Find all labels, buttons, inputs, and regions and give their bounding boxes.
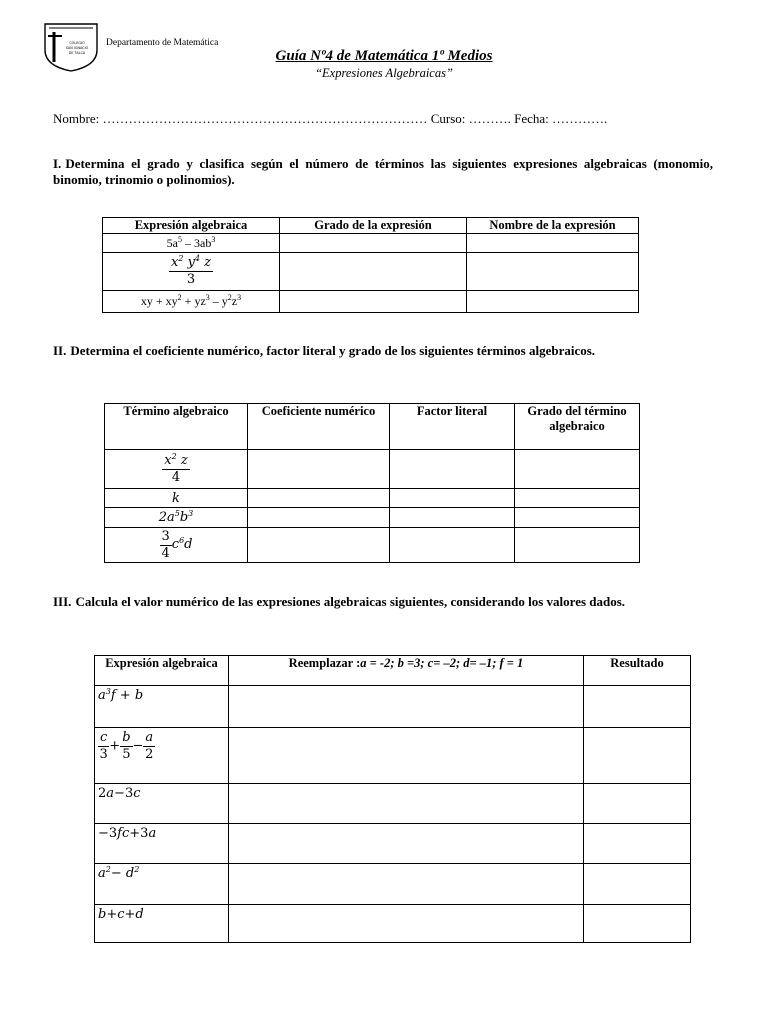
section2-text: Determina el coeficiente numérico, factor literal y grado de los siguientes términos algebraicos. bbox=[70, 343, 596, 358]
answer-cell[interactable] bbox=[584, 864, 691, 905]
section2-table bbox=[104, 403, 640, 563]
expression-cell: $a^2- d^2$ bbox=[95, 864, 229, 905]
section1-table bbox=[102, 217, 639, 313]
col-header-term: Término algebraico bbox=[105, 404, 248, 450]
col-header-replace bbox=[229, 656, 584, 686]
answer-cell[interactable] bbox=[515, 450, 640, 489]
col-header-literal-factor: Factor literal bbox=[390, 404, 515, 450]
replace-label: Reemplazar : bbox=[288, 656, 361, 670]
answer-cell[interactable] bbox=[584, 905, 691, 943]
answer-cell[interactable] bbox=[248, 508, 390, 528]
section1-text: Determina el grado y clasifica según el número de términos las siguientes expresiones algebraicas (monomio, binomio, trinomio o polinomios). bbox=[53, 156, 713, 187]
col-header-degree: Grado de la expresión bbox=[280, 218, 467, 234]
expression-cell: $5a^5 - 3ab^3$ bbox=[103, 234, 280, 253]
answer-cell[interactable] bbox=[390, 528, 515, 563]
expression-cell: $\frac{c}{3}$ + $\frac{b}{5}$ − $\frac{a}{2}$ bbox=[95, 728, 229, 784]
answer-cell[interactable] bbox=[584, 784, 691, 824]
answer-cell[interactable] bbox=[229, 728, 584, 784]
page-title: Guía Nº4 de Matemática 1º Medios bbox=[275, 48, 493, 64]
expression-cell: $\frac{x^2 y^4 z}{3}$ bbox=[103, 253, 280, 291]
expression-cell: −3fc+3a bbox=[95, 824, 229, 864]
table-row bbox=[95, 824, 691, 864]
answer-cell[interactable] bbox=[390, 450, 515, 489]
table-row bbox=[103, 291, 639, 313]
table-row bbox=[95, 686, 691, 728]
answer-cell[interactable] bbox=[515, 508, 640, 528]
answer-cell[interactable] bbox=[515, 489, 640, 508]
term-cell: k bbox=[105, 489, 248, 508]
col-header-name: Nombre de la expresión bbox=[467, 218, 639, 234]
table-row bbox=[95, 784, 691, 824]
svg-text:COLEGIO: COLEGIO bbox=[69, 41, 85, 45]
answer-cell[interactable] bbox=[280, 291, 467, 313]
section3-instructions bbox=[53, 594, 713, 610]
answer-cell[interactable] bbox=[584, 686, 691, 728]
section2-number: II. bbox=[53, 343, 67, 358]
table-row bbox=[105, 528, 640, 563]
svg-text:DE TALCA: DE TALCA bbox=[68, 51, 86, 55]
term-cell: $\frac{3}{4}$ $c^6d$ bbox=[105, 528, 248, 563]
section1-instructions bbox=[53, 156, 713, 188]
table-row bbox=[105, 450, 640, 489]
answer-cell[interactable] bbox=[467, 291, 639, 313]
answer-cell[interactable] bbox=[248, 528, 390, 563]
table-row bbox=[95, 905, 691, 943]
svg-text:SAN IGNACIO: SAN IGNACIO bbox=[65, 46, 89, 50]
table-row bbox=[95, 728, 691, 784]
term-cell: $\frac{x^2 z}{4}$ bbox=[105, 450, 248, 489]
answer-cell[interactable] bbox=[229, 784, 584, 824]
page-subtitle: “Expresiones Algebraicas” bbox=[315, 66, 453, 80]
section3-text: Calcula el valor numérico de las expresiones algebraicas siguientes, considerando los valores dados. bbox=[75, 594, 626, 609]
col-header-expression: Expresión algebraica bbox=[103, 218, 280, 234]
expression-cell: 2a−3c bbox=[95, 784, 229, 824]
term-cell: $2a^5b^3$ bbox=[105, 508, 248, 528]
answer-cell[interactable] bbox=[467, 234, 639, 253]
answer-cell[interactable] bbox=[248, 450, 390, 489]
table-row bbox=[103, 234, 639, 253]
answer-cell[interactable] bbox=[280, 234, 467, 253]
answer-cell[interactable] bbox=[229, 824, 584, 864]
answer-cell[interactable] bbox=[390, 508, 515, 528]
answer-cell[interactable] bbox=[229, 686, 584, 728]
expression-cell: b+c+d bbox=[95, 905, 229, 943]
section3-table bbox=[94, 655, 691, 943]
answer-cell[interactable] bbox=[467, 253, 639, 291]
answer-cell[interactable] bbox=[248, 489, 390, 508]
section2-instructions bbox=[53, 343, 713, 359]
answer-cell[interactable] bbox=[280, 253, 467, 291]
expression-cell: xy + $xy^2 + yz^3 - y^2z^3$ bbox=[103, 291, 280, 313]
table-row bbox=[103, 253, 639, 291]
table-row bbox=[105, 489, 640, 508]
col-header-expression: Expresión algebraica bbox=[95, 656, 229, 686]
student-info-line[interactable]: Nombre: ………………………………………………………………… Curso: ………. Fecha: …………. bbox=[53, 111, 608, 126]
answer-cell[interactable] bbox=[229, 905, 584, 943]
col-header-result: Resultado bbox=[584, 656, 691, 686]
answer-cell[interactable] bbox=[515, 528, 640, 563]
col-header-term-degree: Grado del término algebraico bbox=[515, 404, 640, 450]
table-row bbox=[105, 508, 640, 528]
table-row bbox=[95, 864, 691, 905]
section1-number: I. bbox=[53, 156, 62, 171]
expression-cell: $a^3f + b$ bbox=[95, 686, 229, 728]
answer-cell[interactable] bbox=[584, 728, 691, 784]
section3-number: III. bbox=[53, 594, 72, 609]
department-label: Departamento de Matemática bbox=[106, 38, 219, 48]
col-header-coefficient: Coeficiente numérico bbox=[248, 404, 390, 450]
replace-values: a = -2; b =3; c= –2; d= –1; f = 1 bbox=[360, 656, 524, 670]
answer-cell[interactable] bbox=[390, 489, 515, 508]
answer-cell[interactable] bbox=[229, 864, 584, 905]
answer-cell[interactable] bbox=[584, 824, 691, 864]
